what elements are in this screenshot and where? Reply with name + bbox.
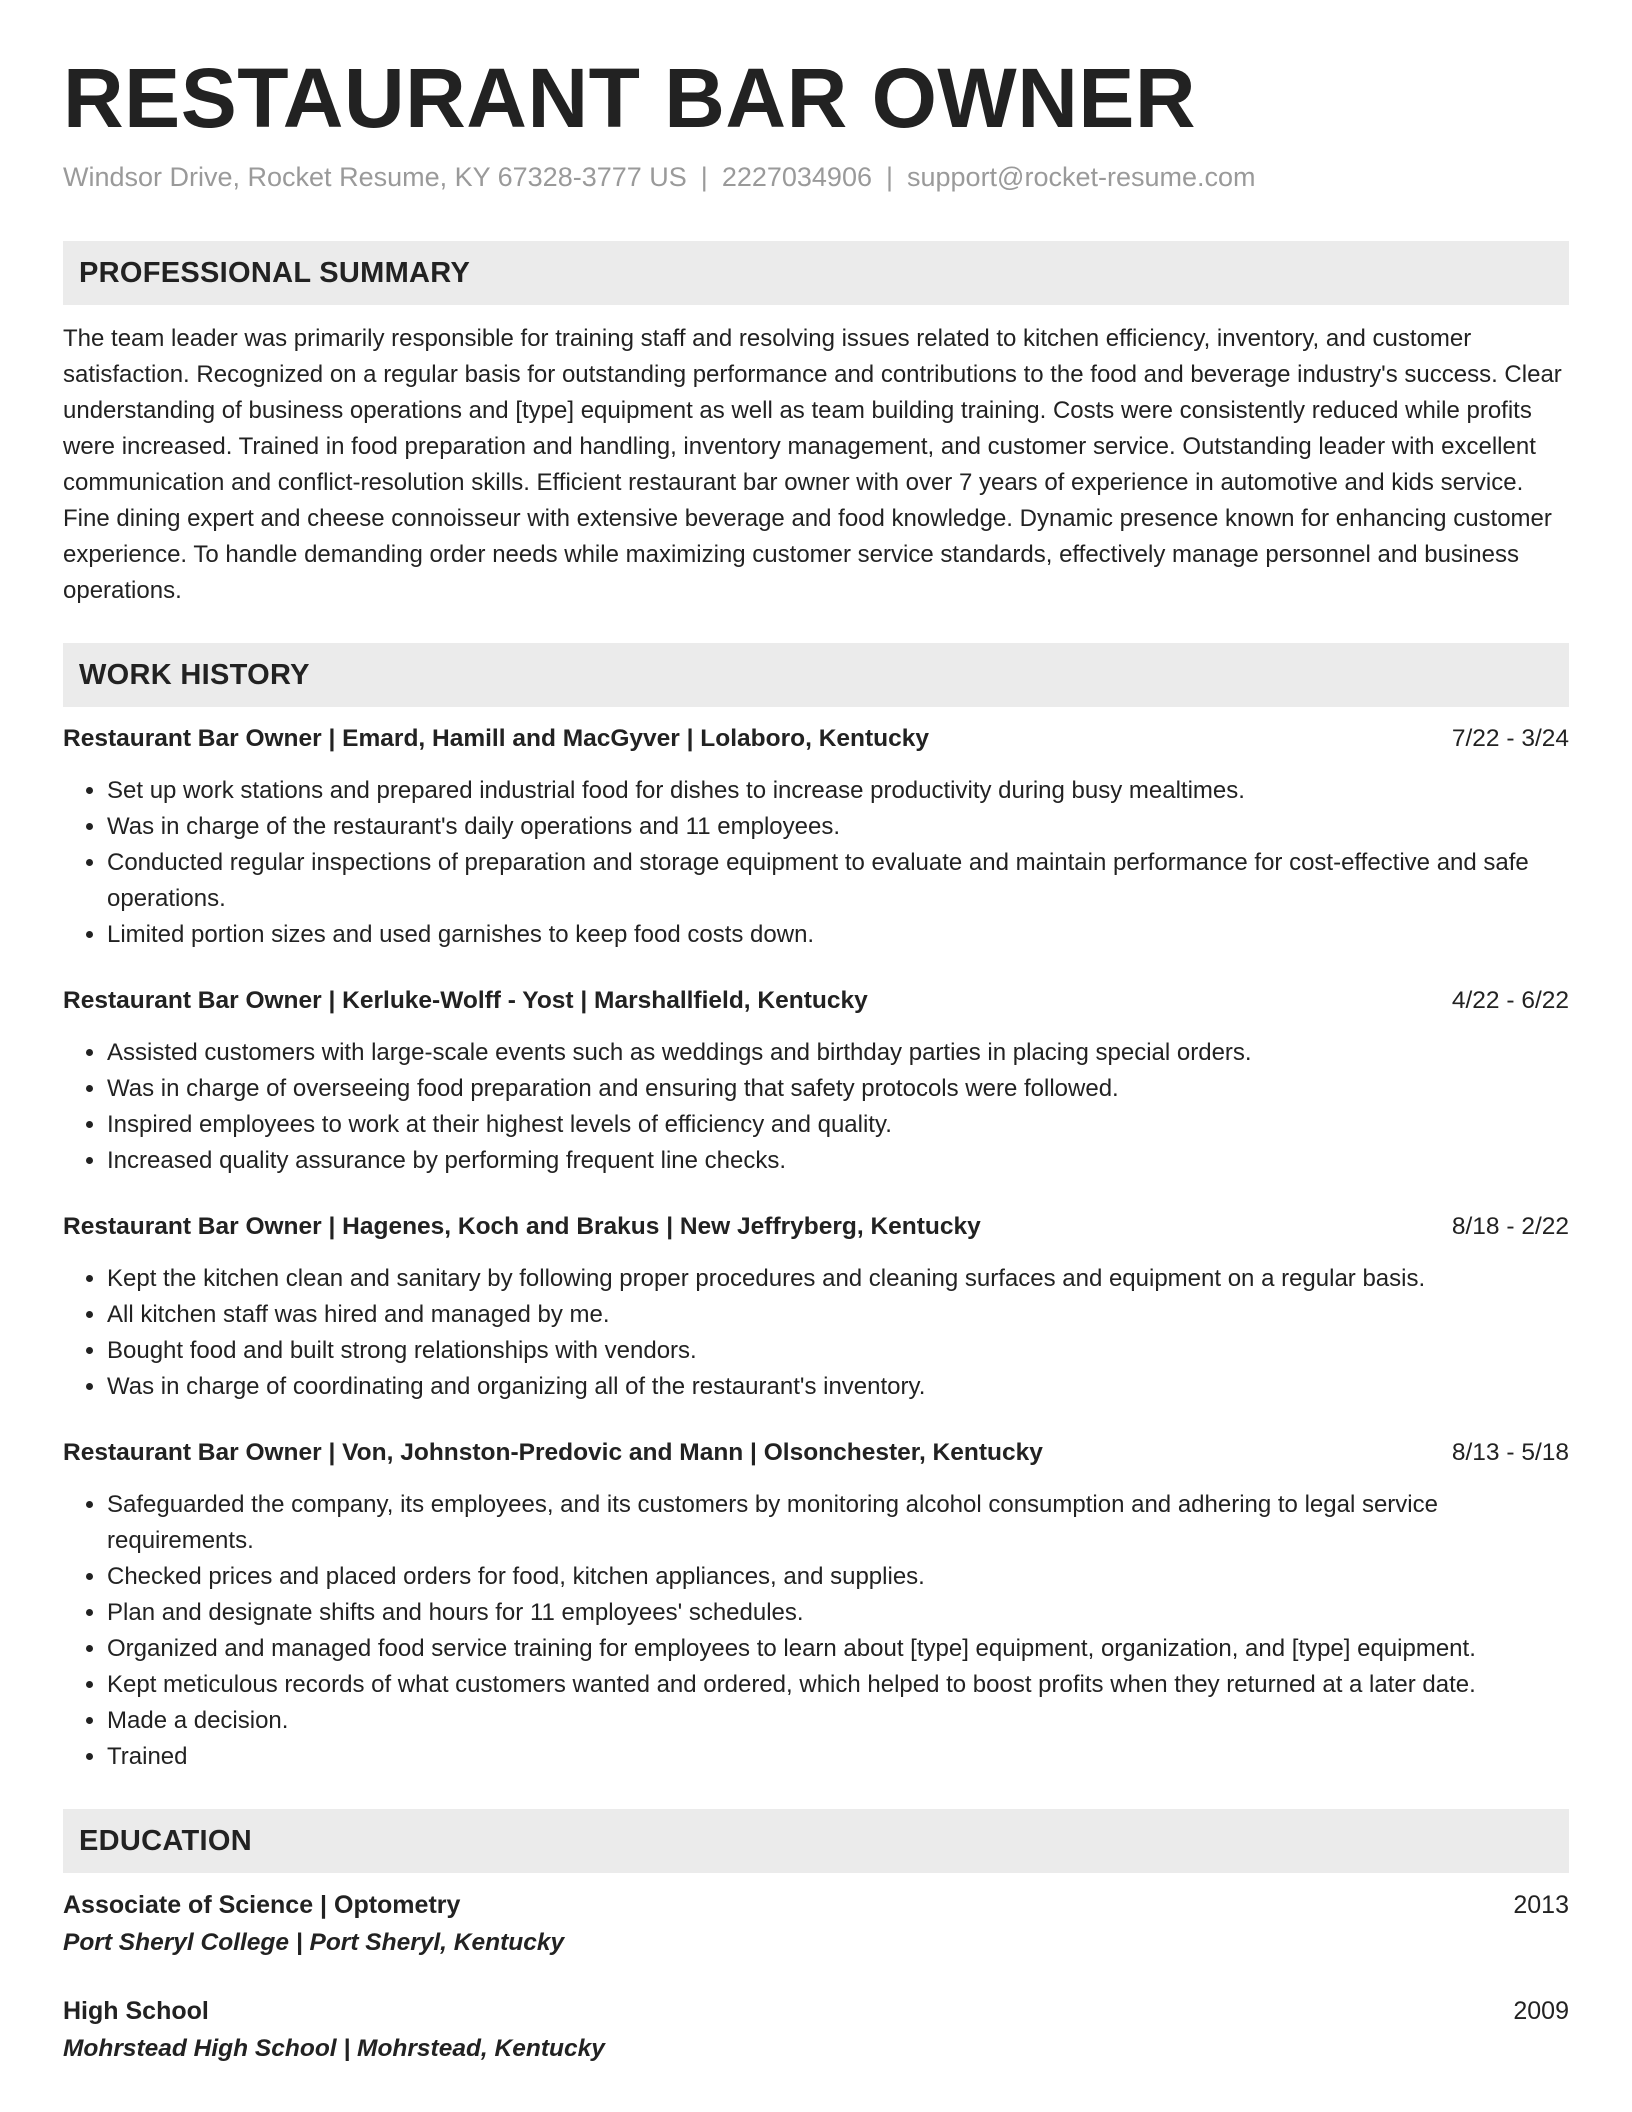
job-bullet: • Checked prices and placed orders for food, kitchen appliances, and supplies.	[107, 1559, 1569, 1595]
section-heading-summary: PROFESSIONAL SUMMARY	[63, 241, 1569, 305]
job-entry	[63, 1209, 1569, 1405]
education-entry	[63, 1993, 1569, 2069]
education-year: 2013	[1513, 1891, 1569, 1920]
job-title: Restaurant Bar Owner | Emard, Hamill and MacGyver | Lolaboro, Kentucky	[63, 725, 930, 753]
job-entry	[63, 1435, 1569, 1775]
job-bullet: • Inspired employees to work at their highest levels of efficiency and quality.	[107, 1107, 1569, 1143]
job-bullet: • Assisted customers with large-scale events such as weddings and birthday parties in placing special orders.	[107, 1035, 1569, 1071]
job-bullet: • Was in charge of overseeing food preparation and ensuring that safety protocols were followed.	[107, 1071, 1569, 1107]
job-title: Restaurant Bar Owner | Hagenes, Koch and Brakus | New Jeffryberg, Kentucky	[63, 1213, 981, 1241]
job-bullet: • Made a decision.	[107, 1703, 1569, 1739]
contact-email: support@rocket-resume.com	[907, 162, 1256, 193]
job-bullet: • Limited portion sizes and used garnishes to keep food costs down.	[107, 917, 1569, 953]
job-bullet: • Kept the kitchen clean and sanitary by following proper procedures and cleaning surfaces and equipment on a regular basis.	[107, 1261, 1569, 1297]
job-title: Restaurant Bar Owner | Kerluke-Wolff - Yost | Marshallfield, Kentucky	[63, 987, 868, 1015]
education-school: Mohrstead High School | Mohrstead, Kentucky	[63, 2035, 605, 2063]
job-dates: 8/18 - 2/22	[1451, 1213, 1569, 1241]
contact-line	[63, 160, 1569, 195]
job-bullet-list	[63, 1035, 1569, 1179]
contact-separator: |	[885, 162, 893, 193]
job-entry	[63, 721, 1569, 953]
job-bullet: • Set up work stations and prepared industrial food for dishes to increase productivity during busy mealtimes.	[107, 773, 1569, 809]
education-degree: High School	[63, 1997, 209, 2026]
job-bullet: • Safeguarded the company, its employees, and its customers by monitoring alcohol consumption and adhering to legal service requirements.	[107, 1487, 1569, 1559]
summary-text: The team leader was primarily responsible for training staff and resolving issues related to kitchen efficiency, inventory, and customer satisfaction. Recognized on a regular basis for outstanding performance and contributions to the food and beverage industry's success. Clear understanding of business operations and [type] equipment as well as team building training. Costs were consistently reduced while profits were increased. Trained in food preparation and handling, inventory management, and customer service. Outstanding leader with excellent communication and conflict-resolution skills. Efficient restaurant bar owner with over 7 years of experience in automotive and kids service. Fine dining expert and cheese connoisseur with extensive beverage and food knowledge. Dynamic presence known for enhancing customer experience. To handle demanding order needs while maximizing customer service standards, effectively manage personnel and business operations.	[63, 325, 1562, 605]
section-heading-work-history: WORK HISTORY	[63, 643, 1569, 707]
job-bullet-list	[63, 1261, 1569, 1405]
job-bullet-list	[63, 773, 1569, 953]
job-bullet: • Was in charge of coordinating and organizing all of the restaurant's inventory.	[107, 1369, 1569, 1405]
job-dates: 7/22 - 3/24	[1451, 725, 1569, 753]
contact-separator: |	[700, 162, 708, 193]
job-bullet: • Bought food and built strong relationships with vendors.	[107, 1333, 1569, 1369]
job-bullet: • Kept meticulous records of what customers wanted and ordered, which helped to boost profits when they returned at a later date.	[107, 1667, 1569, 1703]
education-school: Port Sheryl College | Port Sheryl, Kentucky	[63, 1929, 565, 1957]
job-bullet: • All kitchen staff was hired and managed by me.	[107, 1297, 1569, 1333]
job-dates: 8/13 - 5/18	[1451, 1439, 1569, 1467]
job-bullet: • Was in charge of the restaurant's daily operations and 11 employees.	[107, 809, 1569, 845]
job-title: Restaurant Bar Owner | Von, Johnston-Predovic and Mann | Olsonchester, Kentucky	[63, 1439, 1043, 1467]
resume-name: RESTAURANT BAR OWNER	[63, 51, 1197, 145]
contact-address: Windsor Drive, Rocket Resume, KY 67328-3777 US	[63, 162, 687, 193]
education-year: 2009	[1513, 1997, 1569, 2026]
education-degree: Associate of Science | Optometry	[63, 1891, 461, 1920]
job-bullet: • Increased quality assurance by performing frequent line checks.	[107, 1143, 1569, 1179]
section-heading-education: EDUCATION	[63, 1809, 1569, 1873]
contact-phone: 2227034906	[721, 162, 872, 193]
job-bullet-list	[63, 1487, 1569, 1775]
job-entry	[63, 983, 1569, 1179]
job-bullet: • Trained	[107, 1739, 1569, 1775]
job-bullet: • Conducted regular inspections of preparation and storage equipment to evaluate and maintain performance for cost-effective and safe operations.	[107, 845, 1569, 917]
education-entry	[63, 1887, 1569, 1963]
job-bullet: • Organized and managed food service training for employees to learn about [type] equipment, organization, and [type] equipment.	[107, 1631, 1569, 1667]
job-dates: 4/22 - 6/22	[1451, 987, 1569, 1015]
job-bullet: • Plan and designate shifts and hours for 11 employees' schedules.	[107, 1595, 1569, 1631]
